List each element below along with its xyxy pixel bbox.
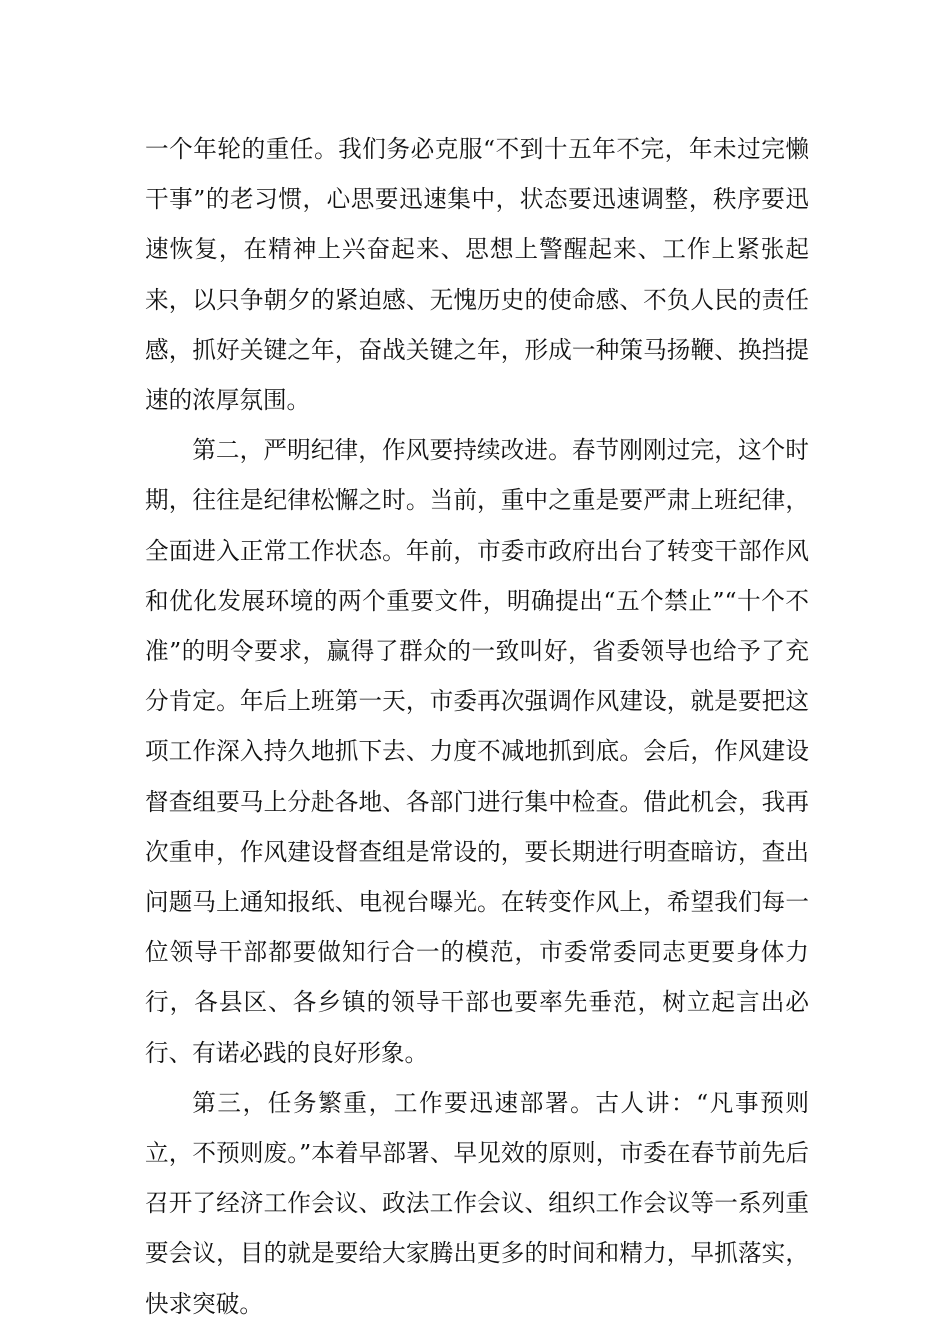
- paragraph-continuation: 一个年轮的重任。我们务必克服“不到十五年不完，年未过完懒干事”的老习惯，心思要迅速集中，状态要迅速调整，秩序要迅速恢复，在精神上兴奋起来、思想上警醒起来、工作上紧张起来，以只争朝夕的紧迫感、无愧历史的使命感、不负人民的责任感，抓好关键之年，奋战关键之年，形成一种策马扬鞭、换挡提速的浓厚氛围。: [145, 135, 809, 415]
- paragraph-third-point: 第三，任务繁重，工作要迅速部署。古人讲：“凡事预则立，不预则废。”本着早部署、早见效的原则，市委在春节前先后召开了经济工作会议、政法工作会议、组织工作会议等一系列重要会议，目的就是要给大家腾出更多的时间和精力，早抓落实，快求突破。: [145, 1088, 809, 1318]
- body-text: [145, 124, 809, 1329]
- paragraph-second-point: 第二，严明纪律，作风要持续改进。春节刚刚过完，这个时期，往往是纪律松懈之时。当前，重中之重是要严肃上班纪律，全面进入正常工作状态。年前，市委市政府出台了转变干部作风和优化发展环境的两个重要文件，明确提出“五个禁止”“十个不准”的明令要求，赢得了群众的一致叫好，省委领导也给予了充分肯定。年后上班第一天，市委再次强调作风建设，就是要把这项工作深入持久地抓下去、力度不减地抓到底。会后，作风建设督查组要马上分赴各地、各部门进行集中检查。借此机会，我再次重申，作风建设督查组是常设的，要长期进行明查暗访，查出问题马上通知报纸、电视台曝光。在转变作风上，希望我们每一位领导干部都要做知行合一的模范，市委常委同志更要身体力行，各县区、各乡镇的领导干部也要率先垂范，树立起言出必行、有诺必践的良好形象。: [145, 436, 809, 1067]
